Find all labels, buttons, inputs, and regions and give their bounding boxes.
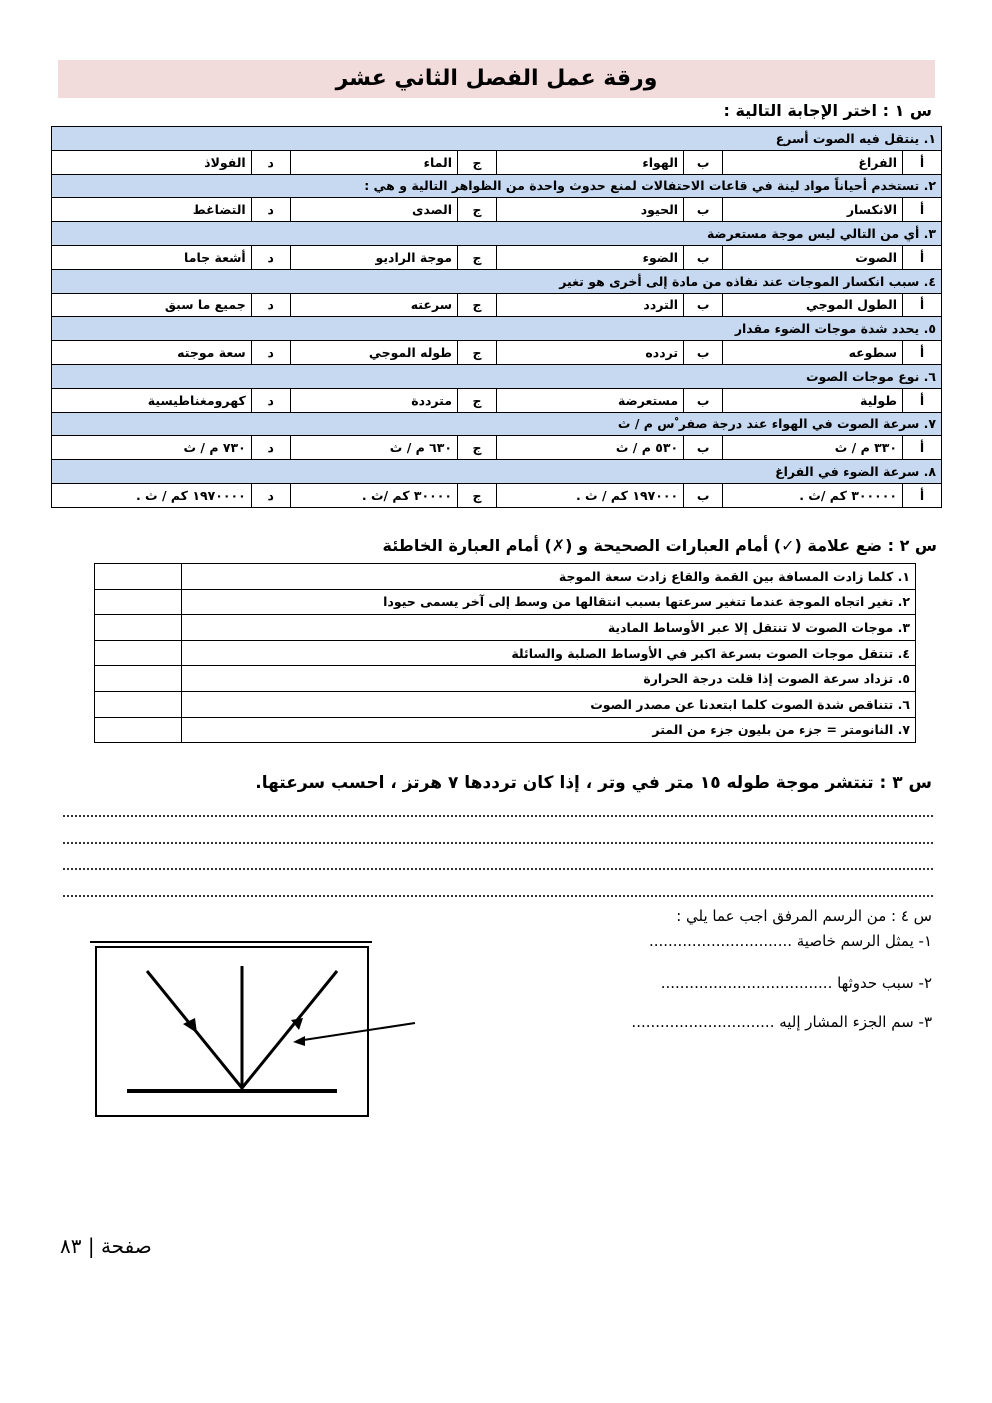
option-text[interactable]: ١٩٧٠٠٠٠ كم / ث . bbox=[52, 483, 252, 507]
pointer-arrow-icon bbox=[293, 1036, 305, 1046]
option-text[interactable]: الفولاذ bbox=[52, 150, 252, 174]
option-text[interactable]: ٥٣٠ م / ث bbox=[497, 436, 684, 460]
option-text[interactable]: جميع ما سبق bbox=[52, 293, 252, 317]
option-text[interactable]: الضوء bbox=[497, 245, 684, 269]
option-text[interactable]: ٣٠٠٠٠ كم /ث . bbox=[290, 483, 457, 507]
option-text[interactable]: الماء bbox=[290, 150, 457, 174]
question-text: ٥. يحدد شدة موجات الضوء مقدار bbox=[52, 317, 942, 341]
option-letter: أ bbox=[903, 198, 942, 222]
options-row bbox=[52, 388, 942, 412]
option-letter: ب bbox=[684, 293, 723, 317]
option-text[interactable]: ١٩٧٠٠٠ كم / ث . bbox=[497, 483, 684, 507]
answer-line[interactable] bbox=[63, 815, 933, 817]
statement-row bbox=[95, 615, 916, 641]
option-letter: د bbox=[251, 198, 290, 222]
option-letter: د bbox=[251, 341, 290, 365]
question-text: ١. ينتقل فيه الصوت أسرع bbox=[52, 127, 942, 151]
option-text[interactable]: سطوعه bbox=[723, 341, 903, 365]
worksheet-title: ورقة عمل الفصل الثاني عشر bbox=[58, 60, 935, 98]
answer-box[interactable] bbox=[95, 691, 182, 717]
question-text: ٦. نوع موجات الصوت bbox=[52, 364, 942, 388]
option-text[interactable]: تردده bbox=[497, 341, 684, 365]
option-letter: ب bbox=[684, 436, 723, 460]
statement-text: ٣. موجات الصوت لا تنتقل إلا عبر الأوساط المادية bbox=[182, 615, 916, 641]
question-row bbox=[52, 127, 942, 151]
pointer-line bbox=[297, 1023, 415, 1041]
reflection-diagram bbox=[85, 938, 425, 1123]
option-text[interactable]: الطول الموجي bbox=[723, 293, 903, 317]
options-row bbox=[52, 150, 942, 174]
option-letter: أ bbox=[903, 293, 942, 317]
option-letter: ج bbox=[458, 293, 497, 317]
question-row bbox=[52, 269, 942, 293]
statement-text: ٤. تنتقل موجات الصوت بسرعة اكبر في الأوساط الصلبة والسائلة bbox=[182, 640, 916, 666]
option-letter: ج bbox=[458, 388, 497, 412]
option-text[interactable]: أشعة جاما bbox=[52, 245, 252, 269]
statement-row bbox=[95, 666, 916, 692]
option-text[interactable]: طولية bbox=[723, 388, 903, 412]
statement-text: ٥. تزداد سرعة الصوت إذا قلت درجة الحرارة bbox=[182, 666, 916, 692]
option-letter: ب bbox=[684, 245, 723, 269]
question-text: ٧. سرعة الصوت في الهواء عند درجة صفر ْس م / ث bbox=[52, 412, 942, 436]
option-text[interactable]: ٧٣٠ م / ث bbox=[52, 436, 252, 460]
question-row bbox=[52, 317, 942, 341]
option-text[interactable]: الانكسار bbox=[723, 198, 903, 222]
answer-box[interactable] bbox=[95, 717, 182, 743]
q4-item-2: ٢- سبب حدوثها .................................... bbox=[660, 974, 932, 992]
q2-true-false-table bbox=[94, 563, 916, 743]
reflected-ray bbox=[242, 971, 337, 1088]
option-letter: أ bbox=[903, 483, 942, 507]
option-letter: ج bbox=[458, 436, 497, 460]
option-text[interactable]: التضاغط bbox=[52, 198, 252, 222]
option-letter: أ bbox=[903, 150, 942, 174]
statement-row bbox=[95, 640, 916, 666]
option-letter: ج bbox=[458, 245, 497, 269]
option-letter: أ bbox=[903, 341, 942, 365]
option-text[interactable]: الصوت bbox=[723, 245, 903, 269]
statement-row bbox=[95, 717, 916, 743]
statement-row bbox=[95, 691, 916, 717]
statement-text: ٢. تغير اتجاه الموجة عندما تتغير سرعتها بسبب انتقالها من وسط إلى آخر يسمى حيودا bbox=[182, 589, 916, 615]
option-text[interactable]: الهواء bbox=[497, 150, 684, 174]
question-text: ٨. سرعة الضوء في الفراغ bbox=[52, 460, 942, 484]
option-letter: د bbox=[251, 483, 290, 507]
option-text[interactable]: الصدى bbox=[290, 198, 457, 222]
option-text[interactable]: طوله الموجي bbox=[290, 341, 457, 365]
option-letter: د bbox=[251, 150, 290, 174]
option-letter: ب bbox=[684, 198, 723, 222]
options-row bbox=[52, 436, 942, 460]
q2-heading: س ٢ : ضع علامة (✓) أمام العبارات الصحيحة و (✗) أمام العبارة الخاطئة bbox=[382, 536, 937, 555]
statement-row bbox=[95, 564, 916, 590]
options-row bbox=[52, 341, 942, 365]
q4-item-3: ٣- سم الجزء المشار إليه .............................. bbox=[631, 1013, 932, 1031]
question-row bbox=[52, 174, 942, 198]
option-letter: د bbox=[251, 388, 290, 412]
q4-item-1: ١- يمثل الرسم خاصية .............................. bbox=[648, 932, 932, 950]
option-text[interactable]: ٣٠٠٠٠٠ كم /ث . bbox=[723, 483, 903, 507]
option-text[interactable]: الحيود bbox=[497, 198, 684, 222]
answer-line[interactable] bbox=[63, 868, 933, 870]
option-letter: ج bbox=[458, 341, 497, 365]
option-text[interactable]: موجة الراديو bbox=[290, 245, 457, 269]
options-row bbox=[52, 198, 942, 222]
option-text[interactable]: سرعته bbox=[290, 293, 457, 317]
option-text[interactable]: مستعرضة bbox=[497, 388, 684, 412]
option-text[interactable]: مترددة bbox=[290, 388, 457, 412]
answer-box[interactable] bbox=[95, 666, 182, 692]
option-text[interactable]: التردد bbox=[497, 293, 684, 317]
question-row bbox=[52, 222, 942, 246]
option-letter: د bbox=[251, 293, 290, 317]
question-row bbox=[52, 364, 942, 388]
option-letter: أ bbox=[903, 436, 942, 460]
q3-heading: س ٣ : تنتشر موجة طوله ١٥ متر في وتر ، إذا كان ترددها ٧ هرتز ، احسب سرعتها. bbox=[255, 773, 932, 793]
question-row bbox=[52, 412, 942, 436]
option-text[interactable]: الفراغ bbox=[723, 150, 903, 174]
option-letter: أ bbox=[903, 245, 942, 269]
option-letter: ج bbox=[458, 483, 497, 507]
statement-text: ١. كلما زادت المسافة بين القمة والقاع زادت سعة الموجة bbox=[182, 564, 916, 590]
answer-line[interactable] bbox=[63, 842, 933, 844]
options-row bbox=[52, 483, 942, 507]
answer-box[interactable] bbox=[95, 640, 182, 666]
option-text[interactable]: ٣٣٠ م / ث bbox=[723, 436, 903, 460]
answer-box[interactable] bbox=[95, 615, 182, 641]
page-number: صفحة | ٨٣ bbox=[60, 1234, 152, 1258]
option-letter: ب bbox=[684, 388, 723, 412]
option-text[interactable]: كهرومغناطيسية bbox=[52, 388, 252, 412]
statement-text: ٧. النانومتر = جزء من بليون جزء من المتر bbox=[182, 717, 916, 743]
option-letter: أ bbox=[903, 388, 942, 412]
answer-line[interactable] bbox=[63, 895, 933, 897]
statement-text: ٦. تتناقص شدة الصوت كلما ابتعدنا عن مصدر الصوت bbox=[182, 691, 916, 717]
question-text: ٣. أي من التالي ليس موجة مستعرضة bbox=[52, 222, 942, 246]
q1-multiple-choice-table bbox=[51, 126, 942, 508]
statement-row bbox=[95, 589, 916, 615]
answer-box[interactable] bbox=[95, 589, 182, 615]
option-letter: د bbox=[251, 436, 290, 460]
option-letter: د bbox=[251, 245, 290, 269]
option-letter: ج bbox=[458, 198, 497, 222]
option-letter: ب bbox=[684, 483, 723, 507]
question-text: ٢. تستخدم أحياناً مواد لينة في قاعات الاحتفالات لمنع حدوث واحدة من الظواهر التالية و هي : bbox=[52, 174, 942, 198]
options-row bbox=[52, 293, 942, 317]
option-letter: ب bbox=[684, 341, 723, 365]
q1-heading: س ١ : اختر الإجابة التالية : bbox=[723, 101, 932, 120]
answer-box[interactable] bbox=[95, 564, 182, 590]
option-text[interactable]: سعة موجته bbox=[52, 341, 252, 365]
options-row bbox=[52, 245, 942, 269]
q4-heading: س ٤ : من الرسم المرفق اجب عما يلي : bbox=[676, 907, 932, 925]
question-row bbox=[52, 460, 942, 484]
option-letter: ب bbox=[684, 150, 723, 174]
question-text: ٤. سبب انكسار الموجات عند نفاذه من مادة إلى أخرى هو تغير bbox=[52, 269, 942, 293]
option-text[interactable]: ٦٣٠ م / ث bbox=[290, 436, 457, 460]
option-letter: ج bbox=[458, 150, 497, 174]
